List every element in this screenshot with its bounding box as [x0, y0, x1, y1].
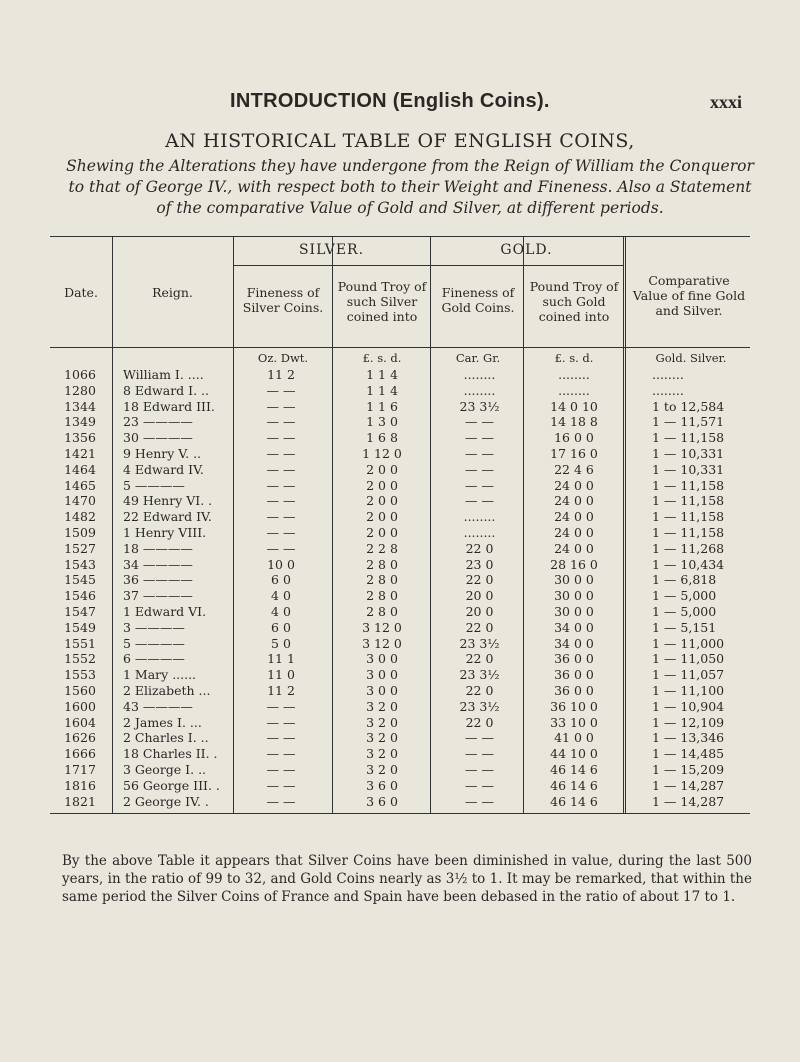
row-pound-silver: 2 8 0	[366, 572, 398, 588]
row-comparative: 1 — 11,158	[652, 509, 725, 525]
row-reign: 5 ————	[123, 477, 185, 493]
comparative-header: Comparative Value of fine Gold and Silver.	[632, 273, 746, 318]
row-comparative: 1 — 5,000	[652, 588, 717, 604]
row-date: 1547	[64, 604, 96, 619]
row-fineness-gold: — —	[465, 793, 494, 809]
row-pound-gold: ........	[558, 367, 590, 382]
row-pound-gold: 22 4 6	[554, 461, 594, 477]
row-date: 1549	[64, 619, 96, 635]
row-date: 1280	[64, 382, 96, 398]
fineness-gold-header: Fineness of Gold Coins.	[441, 285, 515, 315]
row-pound-gold: 24 0 0	[554, 477, 594, 493]
row-pound-gold: 34 0 0	[554, 635, 594, 651]
row-fineness-silver: 6 0	[271, 572, 291, 588]
row-reign: 9 Henry V. ..	[123, 446, 202, 461]
pound-silver-header: Pound Troy of such Silver coined into	[337, 279, 427, 324]
row-reign: 2 Elizabeth ...	[123, 683, 211, 698]
row-fineness-gold: — —	[465, 414, 494, 430]
pound-silver-unit: £. s. d.	[362, 351, 402, 365]
row-pound-silver: 1 1 4	[366, 382, 398, 398]
row-fineness-gold: — —	[465, 730, 494, 746]
row-fineness-silver: — —	[266, 509, 296, 525]
row-pound-silver: 3 0 0	[366, 667, 398, 683]
row-pound-silver: 1 1 4	[366, 367, 398, 382]
row-date: 1552	[64, 651, 96, 667]
row-pound-silver: 3 2 0	[366, 762, 398, 777]
row-pound-gold: 36 0 0	[554, 683, 594, 698]
row-reign: 3 ————	[123, 619, 185, 635]
row-date: 1553	[64, 667, 96, 683]
row-reign: 49 Henry VI. .	[123, 493, 213, 509]
row-pound-gold: 41 0 0	[554, 730, 594, 746]
row-pound-silver: 1 1 6	[366, 398, 398, 414]
row-fineness-silver: 11 2	[267, 367, 295, 382]
row-date: 1543	[64, 556, 96, 572]
row-pound-silver: 1 12 0	[362, 446, 402, 461]
row-comparative: 1 — 6,818	[652, 572, 717, 588]
row-comparative: 1 — 11,057	[652, 667, 725, 683]
row-fineness-gold: ........	[463, 509, 496, 525]
row-fineness-gold: 20 0	[465, 604, 494, 619]
row-pound-gold: 24 0 0	[554, 493, 594, 509]
row-fineness-gold: 22 0	[465, 572, 494, 588]
row-reign: 1 Mary ......	[123, 667, 197, 683]
row-pound-gold: 30 0 0	[554, 588, 594, 604]
row-fineness-silver: 6 0	[271, 619, 291, 635]
row-fineness-silver: — —	[266, 762, 296, 777]
comparative-unit: Gold. Silver.	[655, 351, 727, 365]
row-reign: 8 Edward I. ..	[123, 382, 209, 398]
row-date: 1546	[64, 588, 96, 604]
row-comparative: 1 — 10,331	[652, 446, 725, 461]
row-pound-silver: 2 0 0	[366, 493, 398, 509]
row-reign: 1 Edward VI.	[123, 604, 207, 619]
row-pound-gold: 36 0 0	[554, 651, 594, 667]
row-date: 1482	[64, 509, 96, 525]
row-comparative: 1 — 11,571	[652, 414, 725, 430]
row-comparative: 1 — 14,287	[652, 793, 725, 809]
row-reign: 2 Charles I. ..	[123, 730, 209, 746]
row-fineness-gold: ........	[463, 525, 496, 540]
row-pound-silver: 3 2 0	[366, 746, 398, 762]
row-date: 1626	[64, 730, 96, 746]
row-date: 1816	[64, 777, 96, 793]
row-date: 1821	[64, 793, 96, 809]
row-fineness-gold: — —	[465, 777, 494, 793]
row-reign: 56 George III. .	[123, 777, 220, 793]
row-pound-gold: 24 0 0	[554, 540, 594, 556]
row-reign: William I. ....	[123, 367, 204, 382]
table-row	[50, 794, 750, 812]
row-fineness-gold: 22 0	[465, 714, 494, 730]
row-fineness-gold: ........	[463, 367, 496, 382]
row-pound-silver: 1 6 8	[366, 430, 398, 446]
row-date: 1464	[64, 461, 96, 477]
row-fineness-gold: — —	[465, 477, 494, 493]
row-fineness-silver: — —	[266, 446, 296, 461]
row-fineness-gold: — —	[465, 461, 494, 477]
table-heading: AN HISTORICAL TABLE OF ENGLISH COINS,	[165, 130, 635, 152]
row-pound-silver: 2 0 0	[366, 509, 398, 525]
row-date: 1465	[64, 477, 96, 493]
row-fineness-silver: 11 0	[267, 667, 295, 683]
row-fineness-silver: — —	[266, 461, 296, 477]
row-fineness-silver: — —	[266, 493, 296, 509]
row-fineness-silver: — —	[266, 793, 296, 809]
fineness-gold-unit: Car. Gr.	[455, 351, 501, 365]
row-date: 1666	[64, 746, 96, 762]
row-pound-silver: 3 2 0	[366, 698, 398, 714]
row-reign: 5 ————	[123, 635, 185, 651]
row-comparative: ........	[652, 382, 684, 398]
row-fineness-gold: — —	[465, 762, 494, 777]
row-fineness-gold: — —	[465, 746, 494, 762]
row-pound-silver: 3 12 0	[362, 619, 402, 635]
date-header: Date.	[64, 285, 98, 300]
row-reign: 37 ————	[123, 588, 193, 604]
row-comparative: 1 — 5,151	[652, 619, 717, 635]
row-fineness-silver: — —	[266, 714, 296, 730]
row-fineness-silver: 11 2	[267, 683, 295, 698]
row-fineness-silver: — —	[266, 525, 296, 540]
row-fineness-silver: 5 0	[271, 635, 291, 651]
row-pound-gold: 17 16 0	[550, 446, 598, 461]
gold-group-header: GOLD.	[500, 242, 553, 258]
row-pound-gold: 36 10 0	[550, 698, 598, 714]
row-fineness-gold: 23 3½	[459, 698, 500, 714]
row-comparative: 1 — 11,000	[652, 635, 725, 651]
row-pound-silver: 2 0 0	[366, 461, 398, 477]
row-pound-gold: 34 0 0	[554, 619, 594, 635]
rule-group-header	[233, 265, 623, 266]
row-date: 1527	[64, 540, 96, 556]
row-fineness-silver: 10 0	[267, 556, 295, 572]
pound-gold-unit: £. s. d.	[554, 351, 594, 365]
fineness-silver-unit: Oz. Dwt.	[257, 351, 309, 365]
row-comparative: 1 — 10,434	[652, 556, 725, 572]
row-comparative: 1 — 15,209	[652, 762, 725, 777]
row-comparative: 1 — 11,268	[652, 540, 725, 556]
row-fineness-gold: — —	[465, 446, 494, 461]
row-date: 1421	[64, 446, 96, 461]
row-pound-silver: 3 2 0	[366, 730, 398, 746]
row-fineness-silver: — —	[266, 777, 296, 793]
row-pound-gold: 28 16 0	[550, 556, 598, 572]
row-date: 1545	[64, 572, 96, 588]
row-date: 1349	[64, 414, 96, 430]
row-date: 1551	[64, 635, 96, 651]
row-pound-silver: 3 6 0	[366, 777, 398, 793]
row-comparative: ........	[652, 367, 684, 382]
row-pound-silver: 2 8 0	[366, 604, 398, 619]
row-fineness-silver: 11 1	[267, 651, 295, 667]
row-reign: 30 ————	[123, 430, 193, 446]
row-reign: 2 James I. ...	[123, 714, 202, 730]
row-fineness-gold: 23 3½	[459, 635, 500, 651]
row-reign: 1 Henry VIII.	[123, 525, 207, 540]
row-comparative: 1 — 11,158	[652, 525, 725, 540]
row-pound-silver: 2 2 8	[366, 540, 398, 556]
row-comparative: 1 — 11,100	[652, 683, 725, 698]
row-fineness-gold: — —	[465, 430, 494, 446]
row-reign: 4 Edward IV.	[123, 461, 204, 477]
row-fineness-silver: — —	[266, 540, 296, 556]
row-pound-silver: 2 8 0	[366, 588, 398, 604]
row-pound-silver: 3 0 0	[366, 683, 398, 698]
row-comparative: 1 — 11,050	[652, 651, 725, 667]
row-pound-silver: 1 3 0	[366, 414, 398, 430]
row-fineness-silver: 4 0	[271, 588, 291, 604]
row-reign: 2 George IV. .	[123, 793, 209, 809]
page-number: xxxi	[710, 92, 743, 112]
row-pound-silver: 2 8 0	[366, 556, 398, 572]
row-comparative: 1 to 12,584	[652, 398, 725, 414]
running-head-title: INTRODUCTION (English Coins).	[230, 90, 550, 112]
row-pound-gold: 30 0 0	[554, 604, 594, 619]
row-comparative: 1 — 5,000	[652, 604, 717, 619]
row-fineness-silver: — —	[266, 414, 296, 430]
row-fineness-gold: 22 0	[465, 683, 494, 698]
row-reign: 36 ————	[123, 572, 193, 588]
row-comparative: 1 — 12,109	[652, 714, 725, 730]
row-date: 1066	[64, 367, 96, 382]
row-pound-silver: 2 0 0	[366, 525, 398, 540]
pound-gold-header: Pound Troy of such Gold coined into	[529, 279, 619, 324]
row-pound-silver: 3 2 0	[366, 714, 398, 730]
row-pound-gold: 46 14 6	[550, 777, 598, 793]
row-comparative: 1 — 10,331	[652, 461, 725, 477]
row-date: 1600	[64, 698, 96, 714]
row-comparative: 1 — 13,346	[652, 730, 725, 746]
footer-note: By the above Table it appears that Silver Coins have been diminished in value, during the last 500 years, in the ratio of 99 to 32, and Gold Coins nearly as 3½ to 1. It may be remarked, that within the same period the Silver Coins of France and Spain have been debased in the ratio of about 17 to 1.	[62, 853, 752, 905]
row-date: 1717	[64, 762, 96, 777]
row-pound-gold: 46 14 6	[550, 793, 598, 809]
row-date: 1470	[64, 493, 96, 509]
rule-header-bottom	[50, 347, 750, 348]
row-comparative: 1 — 11,158	[652, 430, 725, 446]
row-pound-gold: 24 0 0	[554, 525, 594, 540]
row-reign: 3 George I. ..	[123, 762, 207, 777]
row-fineness-gold: ........	[463, 382, 496, 398]
row-date: 1344	[64, 398, 96, 414]
silver-group-header: SILVER.	[298, 242, 365, 258]
reign-header: Reign.	[152, 285, 193, 300]
row-fineness-silver: 4 0	[271, 604, 291, 619]
row-fineness-gold: 20 0	[465, 588, 494, 604]
row-fineness-gold: 22 0	[465, 540, 494, 556]
row-date: 1356	[64, 430, 96, 446]
row-fineness-silver: — —	[266, 398, 296, 414]
row-pound-silver: 3 6 0	[366, 793, 398, 809]
row-pound-gold: 14 0 10	[550, 398, 598, 414]
row-pound-gold: 33 10 0	[550, 714, 598, 730]
row-fineness-silver: — —	[266, 477, 296, 493]
row-comparative: 1 — 10,904	[652, 698, 725, 714]
row-fineness-gold: 23 3½	[459, 398, 500, 414]
table-subheading: Shewing the Alterations they have undergone from the Reign of William the Conqueror to that of George IV., with respect both to their Weight and Fineness. Also a Statement of the comparative Value of Gold and Silver, at different periods.	[66, 157, 754, 217]
row-pound-gold: 46 14 6	[550, 762, 598, 777]
row-pound-gold: 36 0 0	[554, 667, 594, 683]
row-reign: 43 ————	[123, 698, 193, 714]
row-pound-gold: 44 10 0	[550, 746, 598, 762]
row-pound-gold: ........	[558, 382, 590, 398]
row-pound-silver: 3 0 0	[366, 651, 398, 667]
row-pound-gold: 14 18 8	[550, 414, 598, 430]
row-fineness-silver: — —	[266, 430, 296, 446]
row-pound-silver: 2 0 0	[366, 477, 398, 493]
coin-table	[50, 236, 750, 814]
row-reign: 22 Edward IV.	[123, 509, 212, 525]
row-date: 1509	[64, 525, 96, 540]
fineness-silver-header: Fineness of Silver Coins.	[242, 285, 324, 315]
row-fineness-gold: 22 0	[465, 619, 494, 635]
row-comparative: 1 — 11,158	[652, 493, 725, 509]
row-reign: 34 ————	[123, 556, 193, 572]
row-reign: 18 Charles II. .	[123, 746, 218, 762]
row-comparative: 1 — 14,287	[652, 777, 725, 793]
row-reign: 23 ————	[123, 414, 193, 430]
row-pound-silver: 3 12 0	[362, 635, 402, 651]
row-fineness-silver: — —	[266, 746, 296, 762]
row-fineness-gold: 23 0	[465, 556, 494, 572]
row-fineness-gold: 23 3½	[459, 667, 500, 683]
row-pound-gold: 16 0 0	[554, 430, 594, 446]
row-fineness-silver: — —	[266, 382, 296, 398]
row-reign: 18 ————	[123, 540, 193, 556]
row-fineness-silver: — —	[266, 730, 296, 746]
row-fineness-gold: 22 0	[465, 651, 494, 667]
row-date: 1560	[64, 683, 96, 698]
row-pound-gold: 30 0 0	[554, 572, 594, 588]
row-fineness-silver: — —	[266, 698, 296, 714]
row-reign: 18 Edward III.	[123, 398, 215, 414]
row-pound-gold: 24 0 0	[554, 509, 594, 525]
row-comparative: 1 — 11,158	[652, 477, 725, 493]
row-fineness-gold: — —	[465, 493, 494, 509]
row-comparative: 1 — 14,485	[652, 746, 725, 762]
row-date: 1604	[64, 714, 96, 730]
row-reign: 6 ————	[123, 651, 185, 667]
